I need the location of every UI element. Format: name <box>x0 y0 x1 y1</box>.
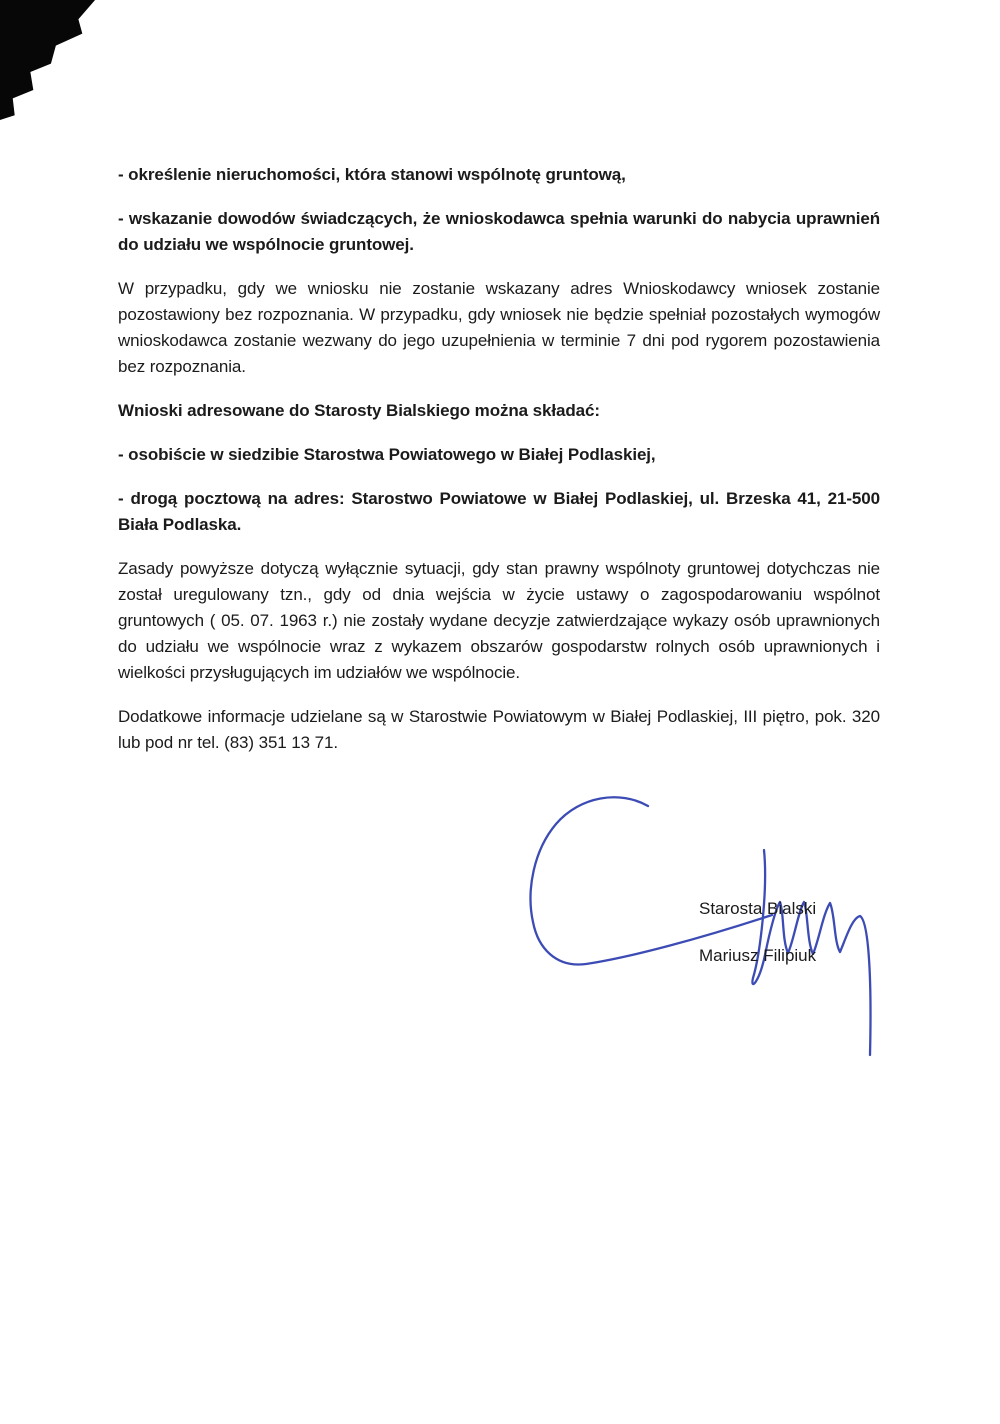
scan-corner-artifact <box>0 0 98 120</box>
heading-submission-options: Wnioski adresowane do Starosty Bialskiego można składać: <box>118 401 600 420</box>
paragraph-legal-scope: Zasady powyższe dotyczą wyłącznie sytuacji, gdy stan prawny wspólnoty gruntowej dotychczas nie został uregulowany tzn., gdy od dnia wejścia w życie ustawy o zagospodarowaniu wspólnot gruntowych ( 05. 07. 1963 r.) nie zostały wydane decyzje zatwierdzające wykazy osób uprawnionych do udziału we wspólnocie wraz z wykazem obszarów gospodarstw rolnych osób uprawnionych i wielkości przysługujących im udziałów we wspólnocie. <box>118 559 880 682</box>
document-body <box>118 162 880 774</box>
paragraph-contact-info: Dodatkowe informacje udzielane są w Starostwie Powiatowym w Białej Podlaskiej, III piętro, pok. 320 lub pod nr tel. (83) 351 13 71. <box>118 707 880 752</box>
paragraph-missing-address-rule: W przypadku, gdy we wniosku nie zostanie wskazany adres Wnioskodawcy wniosek zostanie pozostawiony bez rozpoznania. W przypadku, gdy wniosek nie będzie spełniał pozostałych wymogów wnioskodawca zostanie wezwany do jego uzupełnienia w terminie 7 dni pod rygorem pozostawienia bez rozpoznania. <box>118 279 880 376</box>
bullet-postal-submission: - drogą pocztową na adres: Starostwo Powiatowe w Białej Podlaskiej, ul. Brzeska 41, 21-500 Biała Podlaska. <box>118 489 880 534</box>
handwritten-signature <box>520 790 890 1070</box>
signatory-title: Starosta Bialski <box>699 899 817 918</box>
bullet-property-definition: - określenie nieruchomości, która stanowi wspólnotę gruntową, <box>118 165 626 184</box>
bullet-in-person-submission: - osobiście w siedzibie Starostwa Powiatowego w Białej Podlaskiej, <box>118 445 656 464</box>
bullet-evidence-requirement: - wskazanie dowodów świadczących, że wnioskodawca spełnia warunki do nabycia uprawnień do udziału we wspólnocie gruntowej. <box>118 209 880 254</box>
signatory-name: Mariusz Filipiuk <box>699 946 817 965</box>
